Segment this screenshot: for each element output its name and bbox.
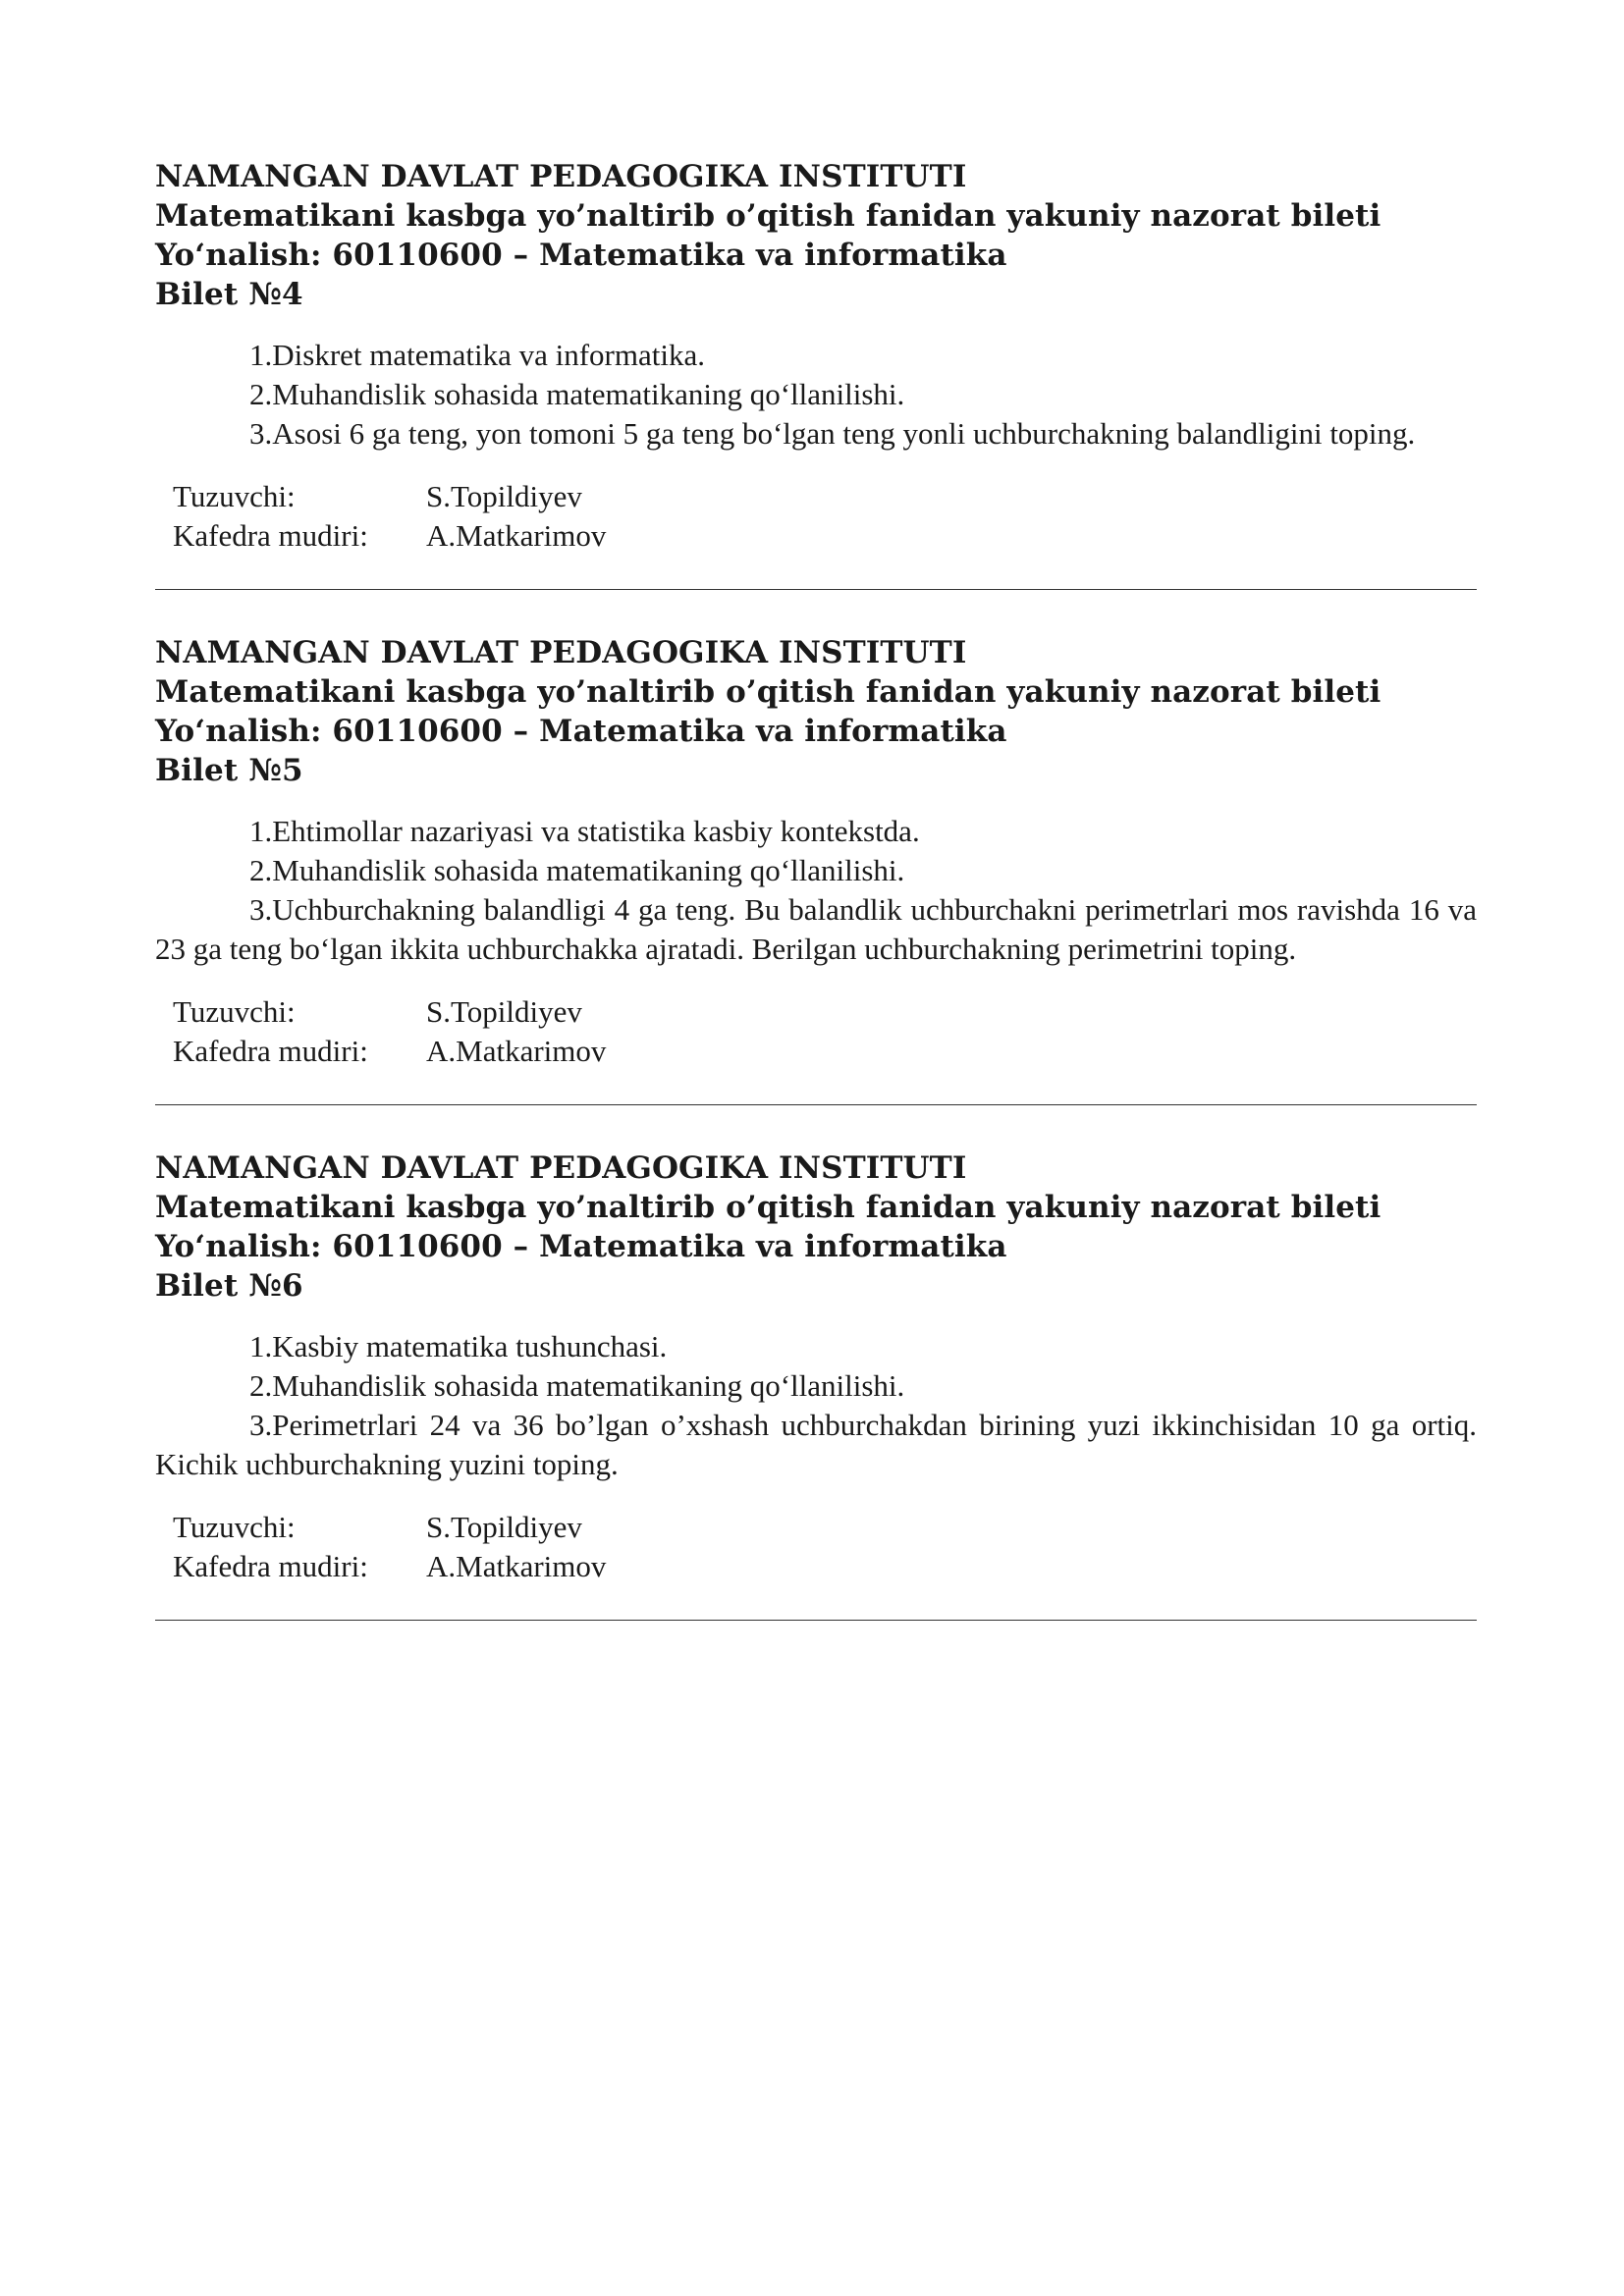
department-head-row: [173, 1032, 1477, 1071]
department-head-label: Kafedra mudiri:: [173, 1034, 368, 1068]
question-number: 2.: [249, 853, 273, 887]
department-head-name: A.Matkarimov: [426, 518, 607, 553]
composer-row: [173, 477, 1477, 516]
composer-row: [173, 1508, 1477, 1547]
exam-ticket: [155, 1148, 1477, 1621]
department-head-name: A.Matkarimov: [426, 1034, 607, 1068]
question-number: 2.: [249, 377, 273, 411]
question-text: Kasbiy matematika tushunchasi.: [272, 1329, 668, 1363]
question-item: [155, 851, 1477, 890]
signature-block: [173, 992, 1477, 1071]
question-text: Muhandislik sohasida matematikaning qo‘llanilishi.: [272, 853, 905, 887]
question-text: Ehtimollar nazariyasi va statistika kasbiy kontekstda.: [272, 814, 920, 848]
direction-line: Yo‘nalish: 60110600 – Matematika va informatika: [155, 238, 1007, 273]
question-item: [155, 890, 1477, 969]
department-head-label: Kafedra mudiri:: [173, 1549, 368, 1583]
question-number: 3.: [249, 416, 273, 451]
question-text: Perimetrlari 24 va 36 bo’lgan o’xshash uchburchakdan birining yuzi ikkinchisidan 10 ga ortiq. Kichik uchburchakning yuzini toping.: [155, 1408, 1477, 1481]
question-list: [155, 812, 1477, 969]
signature-block: [173, 477, 1477, 556]
exam-tickets-page: [155, 157, 1477, 1621]
question-item: [155, 375, 1477, 414]
question-text: Diskret matematika va informatika.: [272, 338, 705, 372]
question-number: 3.: [249, 1408, 273, 1442]
question-number: 1.: [249, 1329, 273, 1363]
composer-name: S.Topildiyev: [426, 479, 582, 513]
institute-title: NAMANGAN DAVLAT PEDAGOGIKA INSTITUTI: [155, 1150, 967, 1186]
exam-ticket: [155, 157, 1477, 590]
department-head-row: [173, 516, 1477, 556]
ticket-number: Bilet №5: [155, 753, 303, 788]
separator-line: [155, 589, 1477, 590]
question-number: 3.: [249, 892, 273, 927]
subject-title: Matematikani kasbga yo’naltirib o’qitish fanidan yakuniy nazorat bileti: [155, 1190, 1381, 1225]
question-text: Muhandislik sohasida matematikaning qo‘llanilishi.: [272, 1368, 905, 1403]
composer-name: S.Topildiyev: [426, 994, 582, 1029]
department-head-name: A.Matkarimov: [426, 1549, 607, 1583]
subject-title: Matematikani kasbga yo’naltirib o’qitish fanidan yakuniy nazorat bileti: [155, 674, 1381, 710]
institute-title: NAMANGAN DAVLAT PEDAGOGIKA INSTITUTI: [155, 159, 967, 194]
ticket-number: Bilet №6: [155, 1268, 303, 1304]
question-item: [155, 336, 1477, 375]
institute-title: NAMANGAN DAVLAT PEDAGOGIKA INSTITUTI: [155, 635, 967, 670]
composer-row: [173, 992, 1477, 1032]
question-text: Asosi 6 ga teng, yon tomoni 5 ga teng bo‘lgan teng yonli uchburchakning balandligini toping.: [272, 416, 1416, 451]
signature-block: [173, 1508, 1477, 1586]
question-item: [155, 1406, 1477, 1484]
department-head-label: Kafedra mudiri:: [173, 518, 368, 553]
composer-label: Tuzuvchi:: [173, 479, 296, 513]
question-list: [155, 336, 1477, 454]
direction-line: Yo‘nalish: 60110600 – Matematika va informatika: [155, 1229, 1007, 1264]
question-number: 1.: [249, 338, 273, 372]
question-list: [155, 1327, 1477, 1484]
question-item: [155, 812, 1477, 851]
question-item: [155, 1366, 1477, 1406]
exam-ticket: [155, 633, 1477, 1105]
department-head-row: [173, 1547, 1477, 1586]
separator-line: [155, 1620, 1477, 1621]
composer-name: S.Topildiyev: [426, 1510, 582, 1544]
composer-label: Tuzuvchi:: [173, 1510, 296, 1544]
question-text: Muhandislik sohasida matematikaning qo‘llanilishi.: [272, 377, 905, 411]
composer-label: Tuzuvchi:: [173, 994, 296, 1029]
ticket-number: Bilet №4: [155, 277, 303, 312]
question-number: 2.: [249, 1368, 273, 1403]
separator-line: [155, 1104, 1477, 1105]
question-item: [155, 1327, 1477, 1366]
subject-title: Matematikani kasbga yo’naltirib o’qitish fanidan yakuniy nazorat bileti: [155, 198, 1381, 234]
question-number: 1.: [249, 814, 273, 848]
direction-line: Yo‘nalish: 60110600 – Matematika va informatika: [155, 714, 1007, 749]
question-item: [155, 414, 1477, 454]
question-text: Uchburchakning balandligi 4 ga teng. Bu balandlik uchburchakni perimetrlari mos ravishda 16 va 23 ga teng bo‘lgan ikkita uchburchakka ajratadi. Berilgan uchburchakning perimetrini toping.: [155, 892, 1477, 966]
